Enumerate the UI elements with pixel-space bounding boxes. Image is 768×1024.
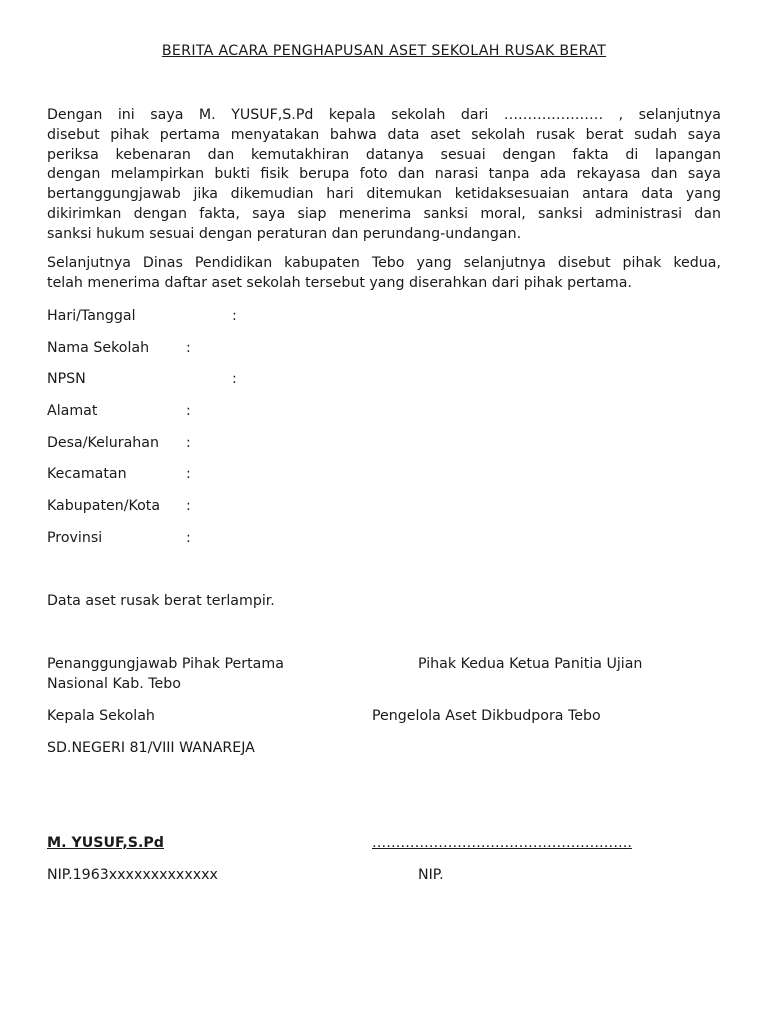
- left-signatory-nip: NIP.1963xxxxxxxxxxxxx: [47, 867, 218, 883]
- opening-paragraph: [47, 106, 721, 245]
- left-role-line-1-cont: Nasional Kab. Tebo: [47, 676, 181, 692]
- paragraph-line: dengan melampirkan bukti fisik berupa foto dan narasi tanpa ada rekayasa dan saya: [47, 166, 721, 183]
- document-title: BERITA ACARA PENGHAPUSAN ASET SEKOLAH RUSAK BERAT: [161, 43, 607, 59]
- paragraph-line: periksa kebenaran dan kemutakhiran datanya sesuai dengan fakta di lapangan: [47, 146, 721, 163]
- field-colon: :: [186, 498, 191, 514]
- paragraph-line: disebut pihak pertama menyatakan bahwa data aset sekolah rusak berat sudah saya: [47, 126, 721, 143]
- right-role-line-2: Pengelola Aset Dikbudpora Tebo: [372, 708, 601, 724]
- field-colon: :: [186, 340, 191, 356]
- field-label-provinsi: Provinsi: [47, 530, 103, 546]
- field-colon: :: [186, 530, 191, 546]
- right-role-line-1: Pihak Kedua Ketua Panitia Ujian: [418, 656, 643, 672]
- field-colon: :: [186, 466, 191, 482]
- field-label-alamat: Alamat: [47, 403, 98, 419]
- field-colon: :: [186, 403, 191, 419]
- paragraph-line: Dengan ini saya M. YUSUF,S.Pd kepala sekolah dari ………………… , selanjutnya: [47, 107, 721, 123]
- right-signatory-name: ……………………………………………….: [372, 835, 632, 851]
- paragraph-line: telah menerima daftar aset sekolah tersebut yang diserahkan dari pihak pertama.: [47, 274, 632, 291]
- left-signatory-name: M. YUSUF,S.Pd: [47, 835, 164, 851]
- left-role-line-2: Kepala Sekolah: [47, 708, 155, 724]
- field-colon: :: [232, 371, 237, 387]
- field-label-kecamatan: Kecamatan: [47, 466, 127, 482]
- field-label-nama-sekolah: Nama Sekolah: [47, 340, 150, 356]
- paragraph-line: dikirimkan dengan fakta, saya siap menerima sanksi moral, sanksi administrasi dan: [47, 205, 721, 222]
- field-colon: :: [186, 435, 191, 451]
- field-label-hari-tanggal: Hari/Tanggal: [47, 308, 136, 324]
- right-signatory-nip: NIP.: [418, 867, 444, 883]
- field-label-desa-kelurahan: Desa/Kelurahan: [47, 435, 159, 451]
- school-name: SD.NEGERI 81/VIII WANAREJA: [47, 740, 255, 756]
- attachment-note: Data aset rusak berat terlampir.: [47, 593, 275, 609]
- handover-paragraph: [47, 254, 721, 294]
- left-role-line-1: Penanggungjawab Pihak Pertama: [47, 656, 284, 672]
- field-label-kabupaten-kota: Kabupaten/Kota: [47, 498, 161, 514]
- paragraph-line: sanksi hukum sesuai dengan peraturan dan perundang-undangan.: [47, 225, 522, 242]
- paragraph-line: Selanjutnya Dinas Pendidikan kabupaten Tebo yang selanjutnya disebut pihak kedua,: [47, 255, 721, 271]
- field-label-npsn: NPSN: [47, 371, 86, 387]
- paragraph-line: bertanggungjawab jika dikemudian hari ditemukan ketidaksesuaian antara data yang: [47, 186, 721, 203]
- field-colon: :: [232, 308, 237, 324]
